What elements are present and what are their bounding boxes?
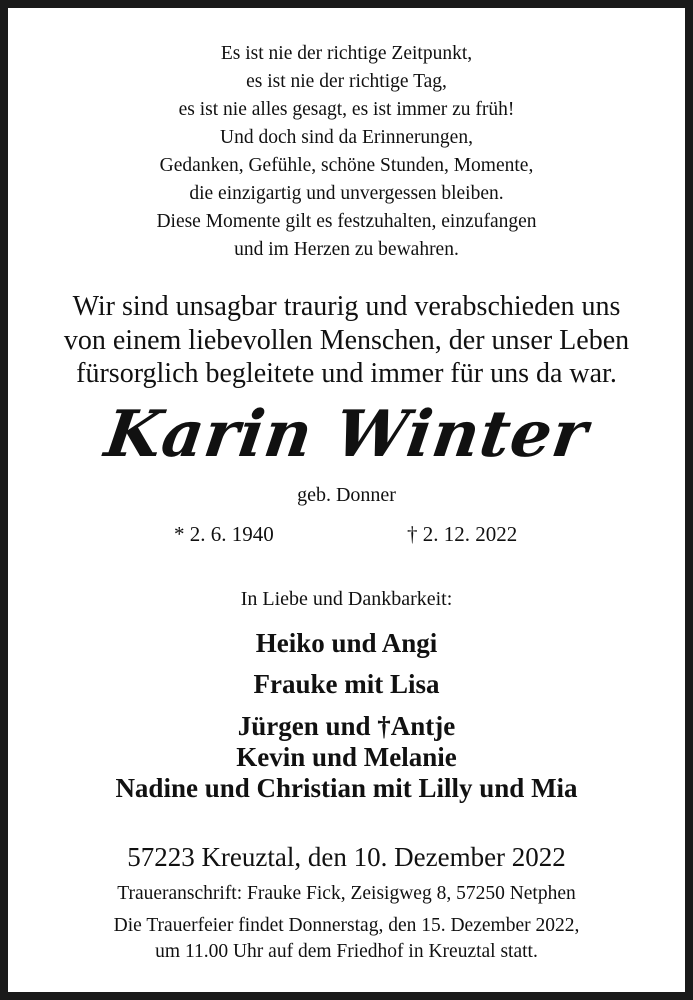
- family-member: Jürgen und †Antje: [237, 711, 456, 741]
- service-line: Die Trauerfeier findet Donnerstag, den 15. Dezember 2022,: [113, 915, 580, 936]
- service-line: um 11.00 Uhr auf dem Friedhof in Kreuztal statt.: [155, 941, 538, 962]
- intro-line: von einem liebevollen Menschen, der unser Leben: [63, 324, 630, 356]
- poem-line: Gedanken, Gefühle, schöne Stunden, Momente,: [159, 155, 534, 176]
- birth-date: * 2. 6. 1940: [174, 522, 274, 546]
- place-date: 57223 Kreuztal, den 10. Dezember 2022: [127, 842, 566, 872]
- poem-line: und im Herzen zu bewahren.: [234, 239, 459, 260]
- family-member: Kevin und Melanie: [236, 742, 457, 772]
- thanks-line: In Liebe und Dankbarkeit:: [240, 588, 453, 610]
- poem-line: die einzigartig und unvergessen bleiben.: [189, 183, 504, 204]
- death-date: † 2. 12. 2022: [407, 522, 518, 546]
- poem-line: Und doch sind da Erinnerungen,: [220, 127, 473, 148]
- poem-line: Es ist nie der richtige Zeitpunkt,: [220, 43, 473, 64]
- birth-name: geb. Donner: [297, 484, 396, 506]
- intro-text: [8, 290, 685, 391]
- poem-line: Diese Momente gilt es festzuhalten, einzufangen: [156, 211, 537, 232]
- family-member: Nadine und Christian mit Lilly und Mia: [115, 773, 578, 803]
- family-member: Frauke mit Lisa: [253, 669, 440, 699]
- poem: [8, 40, 685, 264]
- poem-line: es ist nie alles gesagt, es ist immer zu früh!: [178, 99, 515, 120]
- deceased-name: Karin Winter: [100, 397, 593, 472]
- intro-line: Wir sind unsagbar traurig und verabschieden uns: [72, 291, 621, 322]
- funeral-service-info: [8, 913, 685, 965]
- intro-line: fürsorglich begleitete und immer für uns da war.: [76, 358, 617, 389]
- mourning-address: Traueranschrift: Frauke Fick, Zeisigweg 8, 57250 Netphen: [117, 883, 576, 904]
- family-member: Heiko und Angi: [255, 628, 438, 658]
- poem-line: es ist nie der richtige Tag,: [246, 71, 447, 92]
